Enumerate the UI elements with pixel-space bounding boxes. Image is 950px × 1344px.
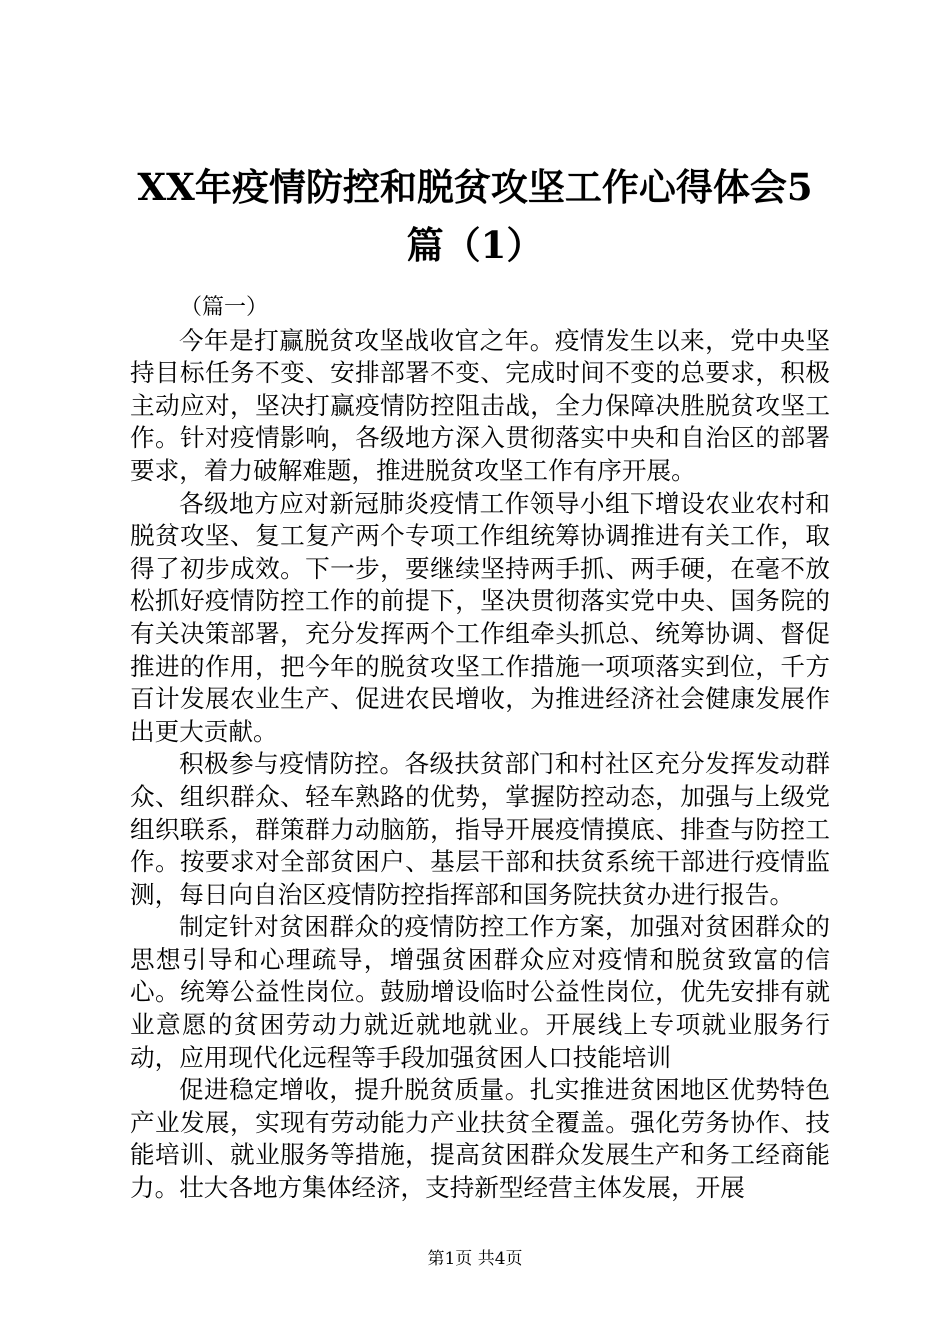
document-title: XX年疫情防控和脱贫攻坚工作心得体会5篇（1） [137, 165, 813, 267]
document-body [130, 292, 830, 1205]
paragraph-4: 制定针对贫困群众的疫情防控工作方案，加强对贫困群众的思想引导和心理疏导，增强贫困群众应对疫情和脱贫致富的信心。统筹公益性岗位。鼓励增设临时公益性岗位，优先安排有就业意愿的贫困劳动力就近就地就业。开展线上专项就业服务行动，应用现代化远程等手段加强贫困人口技能培训 [130, 912, 830, 1072]
paragraph-5: 促进稳定增收，提升脱贫质量。扎实推进贫困地区优势特色产业发展，实现有劳动能力产业扶贫全覆盖。强化劳务协作、技能培训、就业服务等措施，提高贫困群众发展生产和务工经商能力。壮大各地方集体经济，支持新型经营主体发展，开展 [130, 1075, 830, 1203]
section-label: （篇一） [180, 295, 269, 320]
paragraph-2: 各级地方应对新冠肺炎疫情工作领导小组下增设农业农村和脱贫攻坚、复工复产两个专项工作组统筹协调推进有关工作，取得了初步成效。下一步，要继续坚持两手抓、两手硬，在毫不放松抓好疫情防控工作的前提下，坚决贯彻落实党中央、国务院的有关决策部署，充分发挥两个工作组牵头抓总、统筹协调、督促推进的作用，把今年的脱贫攻坚工作措施一项项落实到位，千方百计发展农业生产、促进农民增收，为推进经济社会健康发展作出更大贡献。 [130, 488, 830, 746]
paragraph-1: 今年是打赢脱贫攻坚战收官之年。疫情发生以来，党中央坚持目标任务不变、安排部署不变、完成时间不变的总要求，积极主动应对，坚决打赢疫情防控阻击战，全力保障决胜脱贫攻坚工作。针对疫情影响，各级地方深入贯彻落实中央和自治区的部署要求，着力破解难题，推进脱贫攻坚工作有序开展。 [130, 325, 830, 485]
page-number-footer: 第1页 共4页 [427, 1249, 523, 1269]
paragraph-3: 积极参与疫情防控。各级扶贫部门和村社区充分发挥发动群众、组织群众、轻车熟路的优势，掌握防控动态，加强与上级党组织联系，群策群力动脑筋，指导开展疫情摸底、排查与防控工作。按要求对全部贫困户、基层干部和扶贫系统干部进行疫情监测，每日向自治区疫情防控指挥部和国务院扶贫办进行报告。 [130, 749, 830, 909]
